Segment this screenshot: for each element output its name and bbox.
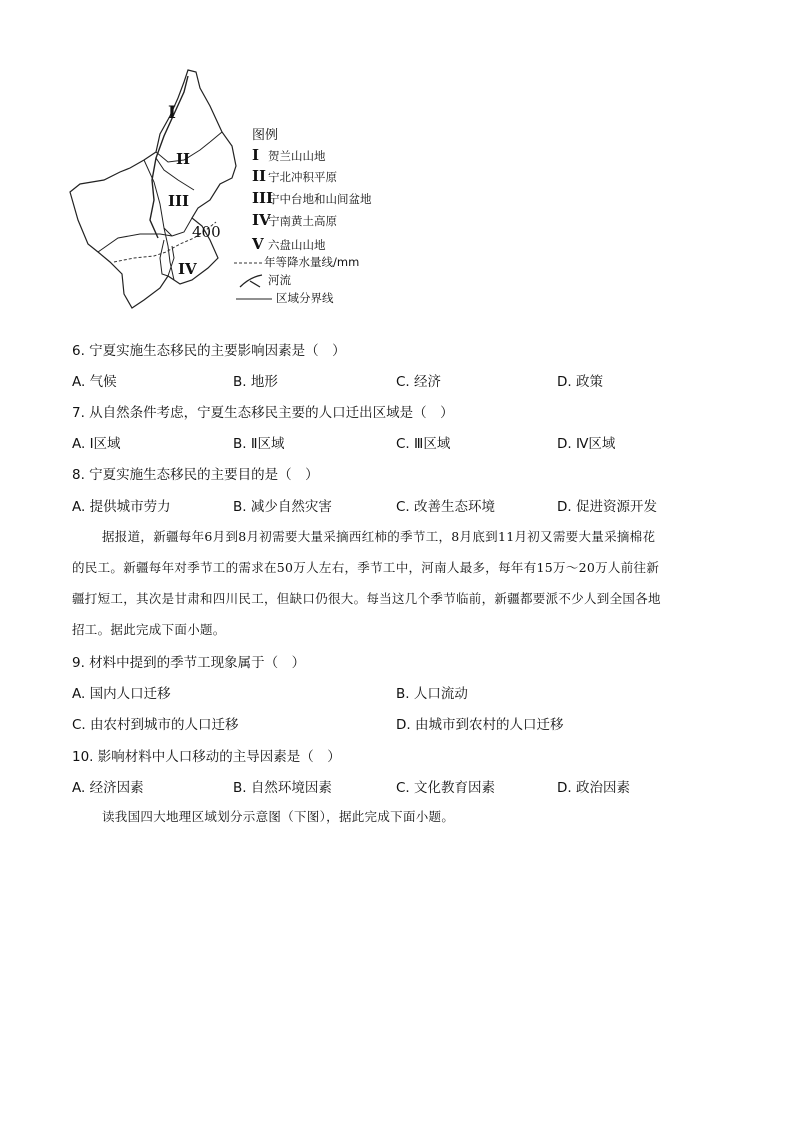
isohyet-value-label: 400	[192, 223, 221, 241]
question-7-option-d[interactable]: D. Ⅳ区域	[557, 436, 616, 452]
question-8-option-d[interactable]: D. 促进资源开发	[557, 499, 657, 515]
region-label-ii: II	[176, 150, 191, 168]
question-10-option-b[interactable]: B. 自然环境因素	[233, 780, 332, 796]
region-label-iii: III	[168, 192, 190, 210]
legend-label: 宁南黄土高原	[268, 214, 337, 228]
legend-label: 宁北冲积平原	[268, 170, 337, 184]
question-8-option-b[interactable]: B. 减少自然灾害	[233, 499, 332, 515]
legend-item	[252, 167, 337, 185]
legend-symbol: IV	[252, 211, 271, 229]
question-10-option-a[interactable]: A. 经济因素	[72, 780, 144, 796]
legend-symbol: II	[252, 167, 267, 185]
question-8-option-a[interactable]: A. 提供城市劳力	[72, 499, 171, 515]
legend-label: 六盘山山地	[268, 238, 326, 252]
closing-instruction: 读我国四大地理区域划分示意图（下图），据此完成下面小题。	[102, 809, 455, 824]
question-9-option-c[interactable]: C. 由农村到城市的人口迁移	[72, 717, 239, 733]
legend-item	[252, 235, 326, 253]
legend-item	[252, 146, 326, 164]
question-9-option-a[interactable]: A. 国内人口迁移	[72, 686, 171, 702]
question-7-option-a[interactable]: A. Ⅰ区域	[72, 436, 121, 452]
boundary-line	[160, 240, 168, 276]
question-6-option-b[interactable]: B. 地形	[233, 374, 278, 390]
legend-title: 图例	[252, 128, 279, 143]
question-10-stem: 10. 影响材料中人口移动的主导因素是（ ）	[72, 749, 341, 765]
question-7-option-c[interactable]: C. Ⅲ区域	[396, 436, 451, 452]
passage-line: 招工。据此完成下面小题。	[72, 622, 226, 637]
legend-symbol: I	[252, 146, 260, 164]
legend-item	[252, 211, 337, 229]
river-icon	[236, 273, 264, 289]
question-9-option-b[interactable]: B. 人口流动	[396, 686, 468, 702]
dashed-line-icon	[234, 258, 264, 268]
region-label-iv: IV	[178, 260, 197, 278]
legend-symbol: III	[252, 189, 274, 207]
legend-label: 贺兰山山地	[268, 149, 326, 163]
question-8-stem: 8. 宁夏实施生态移民的主要目的是（ ）	[72, 467, 319, 483]
passage-line: 疆打短工，其次是甘肃和四川民工，但缺口仍很大。每当这几个季节临前，新疆都要派不少人到全国各地	[72, 591, 661, 606]
legend-river-label: 河流	[268, 273, 291, 287]
boundary-line	[98, 234, 172, 252]
ningxia-region-map	[60, 62, 260, 327]
question-6-option-c[interactable]: C. 经济	[396, 374, 442, 390]
legend-label: 宁中台地和山间盆地	[268, 192, 372, 206]
legend-item	[252, 189, 372, 207]
legend-river	[236, 272, 291, 289]
question-10-option-d[interactable]: D. 政治因素	[557, 780, 630, 796]
question-7-stem: 7. 从自然条件考虑，宁夏生态移民主要的人口迁出区域是（ ）	[72, 405, 454, 421]
question-7-option-b[interactable]: B. Ⅱ区域	[233, 436, 285, 452]
legend-isohyet-label: 年等降水量线/mm	[264, 255, 360, 269]
question-8-option-c[interactable]: C. 改善生态环境	[396, 499, 496, 515]
question-9-option-d[interactable]: D. 由城市到农村的人口迁移	[396, 717, 564, 733]
solid-line-icon	[236, 294, 272, 304]
region-label-i: I	[168, 103, 176, 123]
boundary-line	[210, 132, 222, 142]
legend-boundary	[236, 290, 334, 306]
question-6-option-d[interactable]: D. 政策	[557, 374, 603, 390]
legend-boundary-label: 区域分界线	[276, 291, 334, 305]
map-legend	[250, 122, 410, 312]
boundary-line	[172, 218, 192, 236]
legend-isohyet	[234, 254, 359, 270]
passage-line: 据报道，新疆每年6月到8月初需要大量采摘西红柿的季节工，8月底到11月初又需要大量采摘棉花	[102, 529, 656, 544]
legend-symbol: V	[252, 235, 264, 253]
question-6-option-a[interactable]: A. 气候	[72, 374, 117, 390]
question-6-stem: 6. 宁夏实施生态移民的主要影响因素是（ ）	[72, 343, 346, 359]
question-10-option-c[interactable]: C. 文化教育因素	[396, 780, 496, 796]
passage-line: 的民工。新疆每年对季节工的需求在50万人左右，季节工中，河南人最多，每年有15万～20万人前往新	[72, 560, 660, 575]
question-9-stem: 9. 材料中提到的季节工现象属于（ ）	[72, 655, 306, 671]
